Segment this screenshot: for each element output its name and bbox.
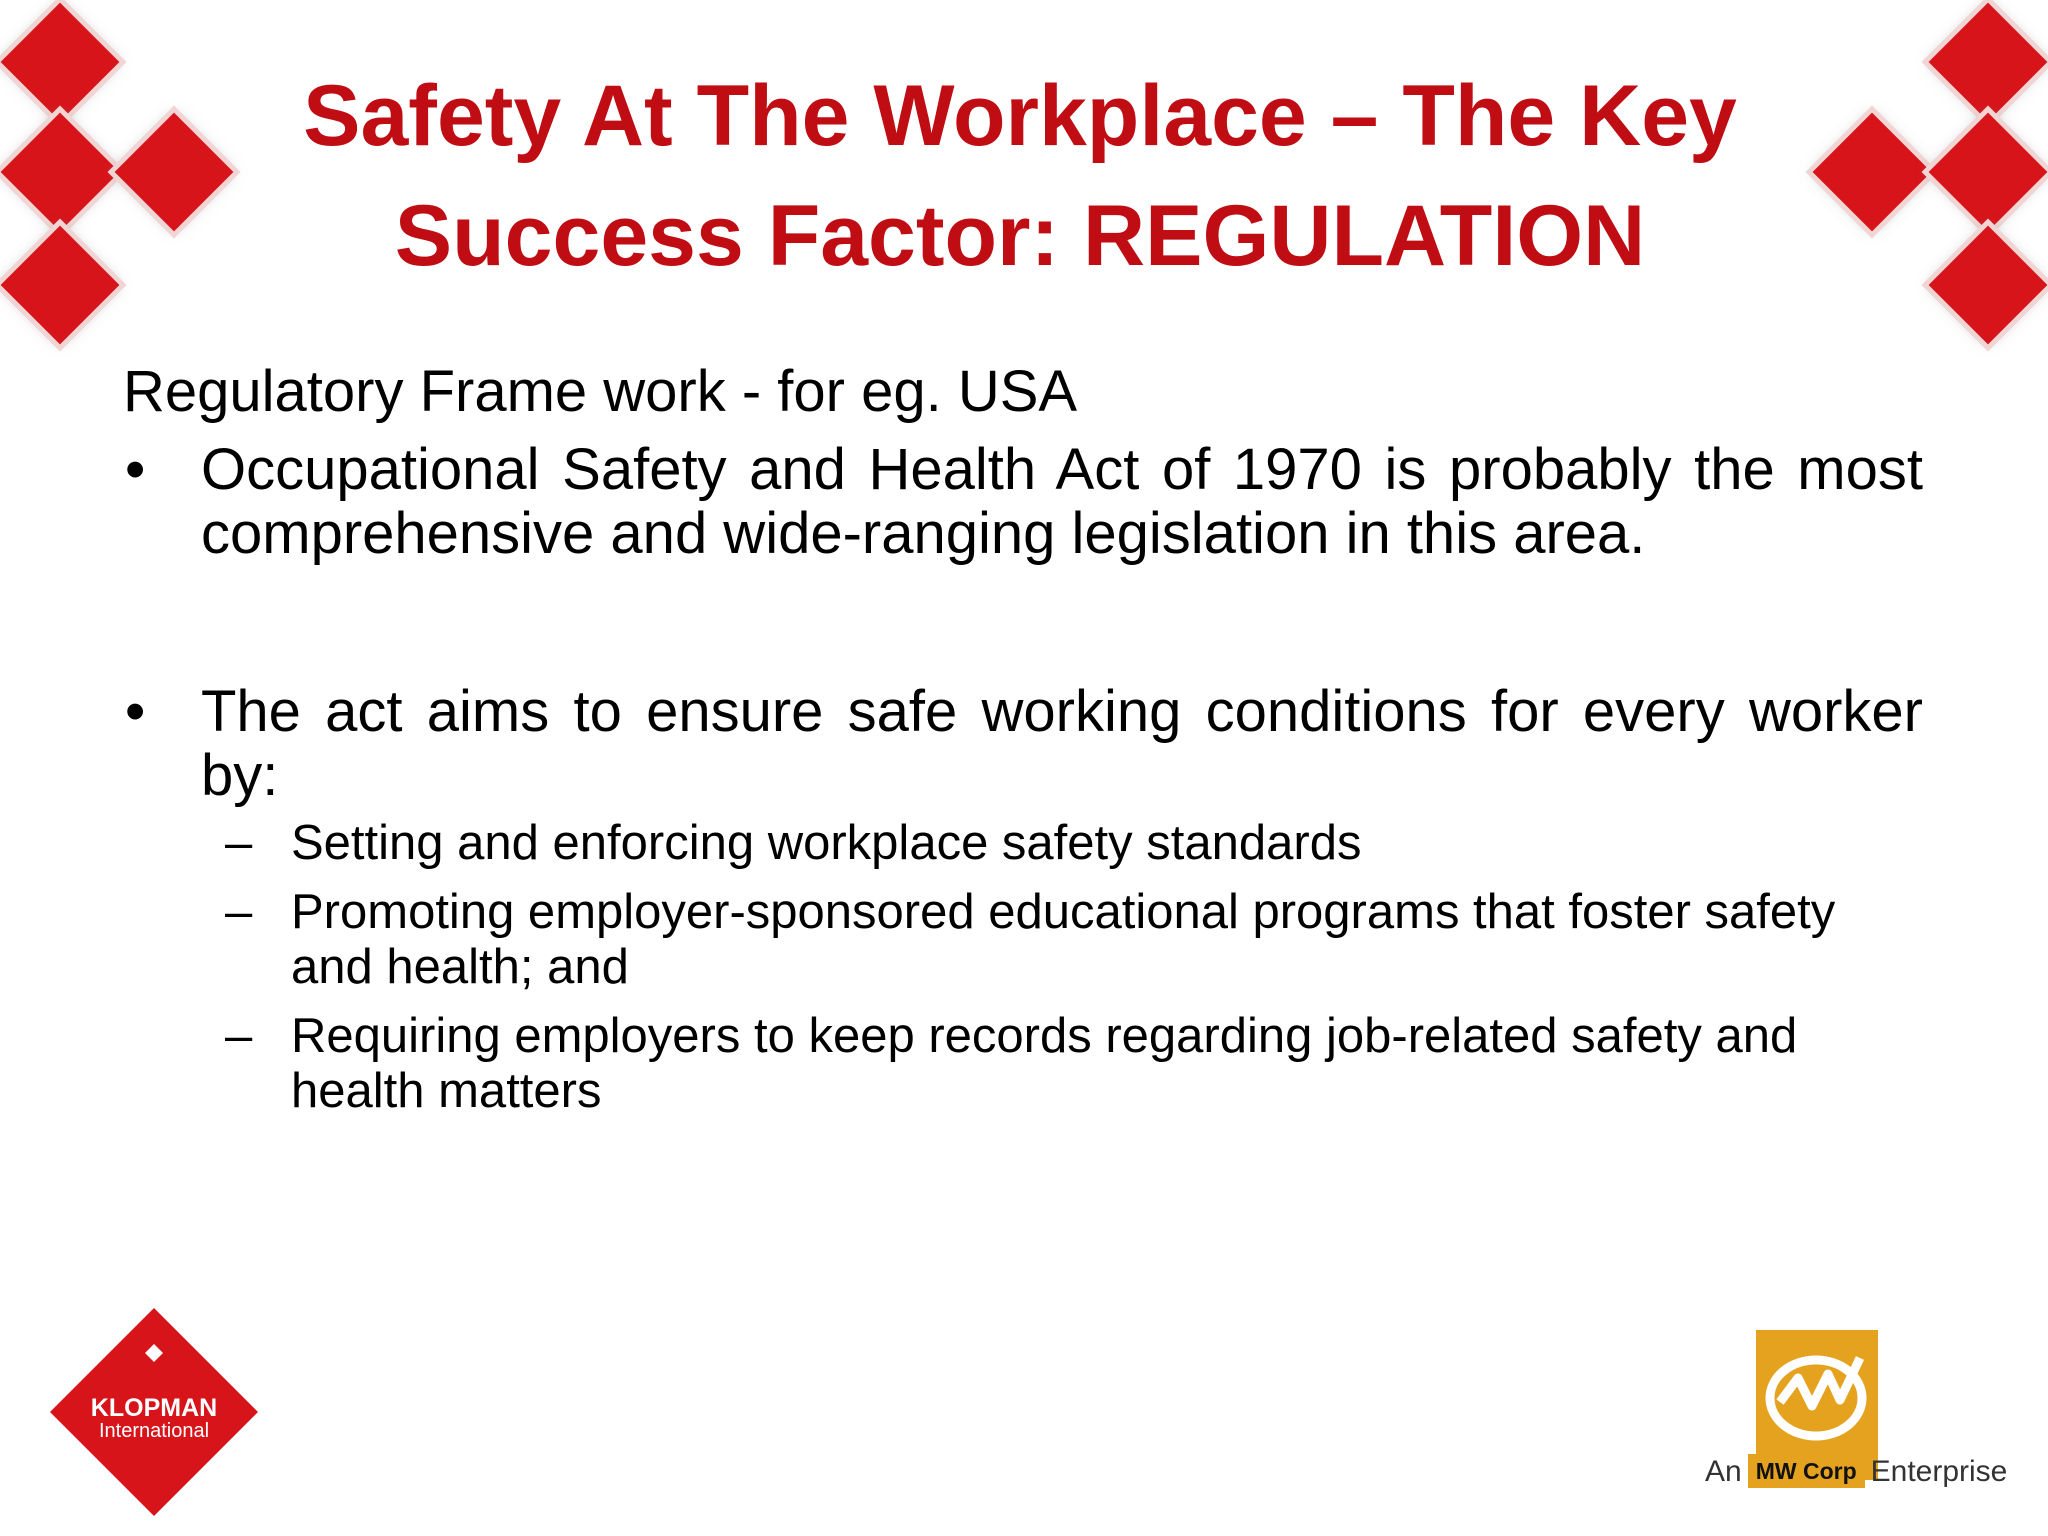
decorative-diamond <box>1 3 120 122</box>
klopman-logo-subtitle: International <box>98 1420 210 1442</box>
bullet-item <box>123 438 1923 566</box>
bullet-marker: • <box>125 437 146 502</box>
section-heading: Regulatory Frame work - for eg. USA <box>123 359 1078 424</box>
decorative-diamond <box>1929 226 2048 345</box>
sub-bullet-marker: – <box>225 885 253 939</box>
sub-bullet-item <box>123 1009 1923 1119</box>
mw-corp-tagline <box>1705 1452 2035 1492</box>
decorative-diamond <box>1929 3 2048 122</box>
sub-bullet-marker: – <box>225 1009 253 1063</box>
bullet-marker: • <box>125 679 146 744</box>
decorative-diamond <box>1 113 120 232</box>
sub-bullet-text: Promoting employer-sponsored educational programs that foster safety and health; and <box>291 885 1836 994</box>
klopman-logo <box>48 1306 260 1518</box>
bullet-item <box>123 680 1923 808</box>
sub-bullet-text: Setting and enforcing workplace safety standards <box>291 816 1362 870</box>
tagline-suffix: Enterprise <box>1870 1455 2008 1488</box>
tagline-brand: MW Corp <box>1748 1454 1865 1488</box>
sub-bullet-marker: – <box>225 816 253 870</box>
sub-bullet-item <box>123 816 1923 871</box>
bullet-text: The act aims to ensure safe working conditions for every worker by: <box>201 679 1923 808</box>
decorative-diamond <box>1 226 120 345</box>
sub-bullet-text: Requiring employers to keep records regarding job-related safety and health matters <box>291 1009 1798 1118</box>
decorative-diamond <box>1929 113 2048 232</box>
decorative-diamond <box>115 113 234 232</box>
slide-body <box>123 360 1923 1119</box>
bullet-text: Occupational Safety and Health Act of 1970 is probably the most comprehensive and wide-ranging legislation in this area. <box>201 437 1923 566</box>
decorative-diamond <box>1813 113 1932 232</box>
slide-title: Safety At The Workplace – The Key Success Factor: REGULATION <box>303 68 1737 284</box>
klopman-logo-name: KLOPMAN <box>90 1394 218 1422</box>
sub-bullet-item <box>123 885 1923 995</box>
tagline-prefix: An <box>1705 1455 1742 1488</box>
